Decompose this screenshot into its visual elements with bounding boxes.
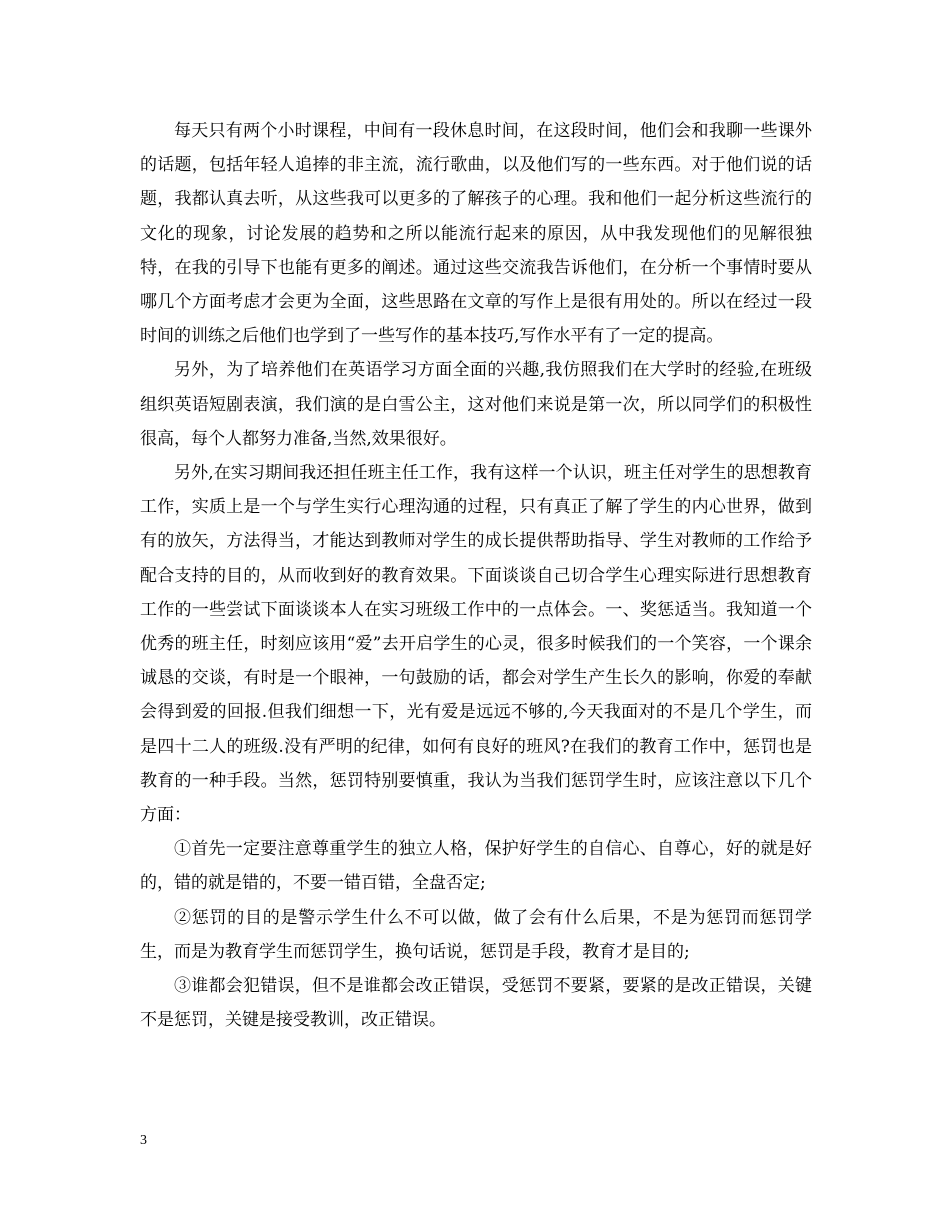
document-body xyxy=(140,114,812,1037)
page-number: 3 xyxy=(140,1133,147,1148)
paragraph-point-one-respect: ①首先一定要注意尊重学生的独立人格，保护好学生的自信心、自尊心，好的就是好的，错的就是错的，不要一错百错，全盘否定; xyxy=(140,839,812,894)
paragraph-point-two-purpose: ②惩罚的目的是警示学生什么不可以做，做了会有什么后果，不是为惩罚而惩罚学生，而是为教育学生而惩罚学生，换句话说，惩罚是手段，教育才是目的; xyxy=(140,907,812,962)
paragraph-class-teacher-work: 另外,在实习期间我还担任班主任工作，我有这样一个认识，班主任对学生的思想教育工作，实质上是一个与学生实行心理沟通的过程，只有真正了解了学生的内心世界，做到有的放矢，方法得当，才能达到教师对学生的成长提供帮助指导、学生对教师的工作给予配合支持的目的，从而收到好的教育效果。下面谈谈自己切合学生心理实际进行思想教育工作的一些尝试下面谈谈本人在实习班级工作中的一点体会。一、奖惩适当。我知道一个优秀的班主任，时刻应该用“爱”去开启学生的心灵，很多时候我们的一个笑容，一个课余诚恳的交谈，有时是一个眼神，一句鼓励的话，都会对学生产生长久的影响，你爱的奉献会得到爱的回报.但我们细想一下，光有爱是远远不够的,今天我面对的不是几个学生，而是四十二人的班级.没有严明的纪律，如何有良好的班风?在我们的教育工作中，惩罚也是教育的一种手段。当然，惩罚特别要慎重，我认为当我们惩罚学生时，应该注意以下几个方面： xyxy=(140,463,812,826)
paragraph-english-drama: 另外，为了培养他们在英语学习方面全面的兴趣,我仿照我们在大学时的经验,在班级组织英语短剧表演，我们演的是白雪公主，这对他们来说是第一次，所以同学们的积极性很高，每个人都努力准备,当然,效果很好。 xyxy=(140,360,812,449)
paragraph-break-time-chat: 每天只有两个小时课程，中间有一段休息时间，在这段时间，他们会和我聊一些课外的话题，包括年轻人追捧的非主流，流行歌曲，以及他们写的一些东西。对于他们说的话题，我都认真去听，从这些我可以更多的了解孩子的心理。我和他们一起分析这些流行的文化的现象，讨论发展的趋势和之所以能流行起来的原因，从中我发现他们的见解很独特，在我的引导下也能有更多的阐述。通过这些交流我告诉他们，在分析一个事情时要从哪几个方面考虑才会更为全面，这些思路在文章的写作上是很有用处的。所以在经过一段时间的训练之后他们也学到了一些写作的基本技巧,写作水平有了一定的提高。 xyxy=(140,121,812,347)
paragraph-point-three-correct-errors: ③谁都会犯错误，但不是谁都会改正错误，受惩罚不要紧，要紧的是改正错误，关键不是惩罚，关键是接受教训，改正错误。 xyxy=(140,976,812,1031)
